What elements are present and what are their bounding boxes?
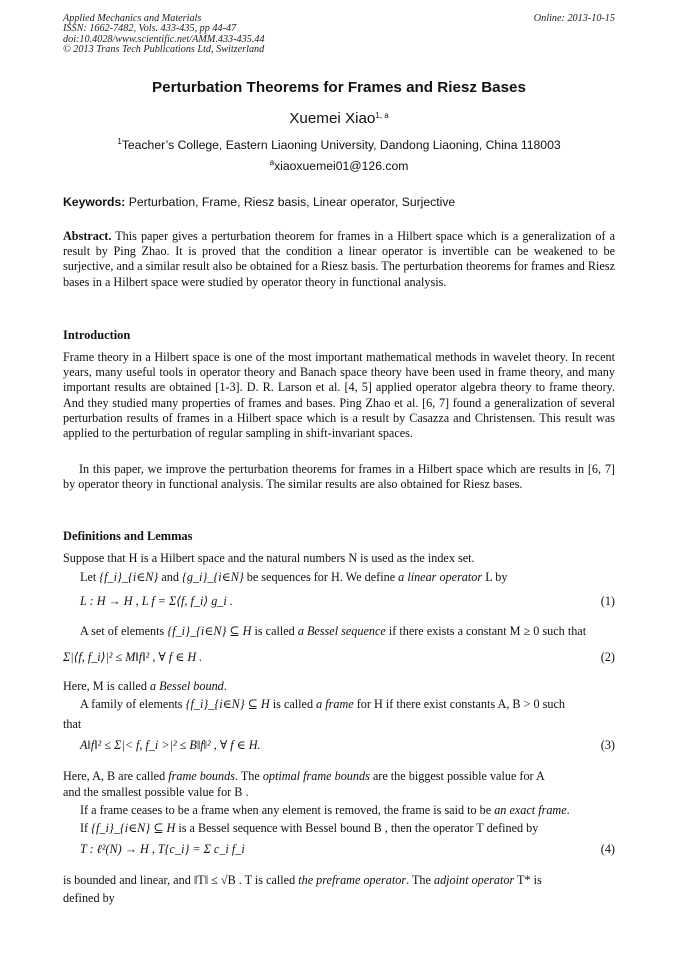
abstract: [63, 229, 615, 290]
subset-h: ⊆ H: [247, 697, 270, 711]
sequence-f: {f_i}_{i∈N}: [99, 570, 159, 584]
intro-paragraph-1: Frame theory in a Hilbert space is one of the most important mathematical methods in wavelet theory. In recent years, many useful tools in operator theory and Banach space theory have been used in frame theory, and many important results are obtained [1-3]. D. R. Larson et al. [4, 5] applied operator algebra theory to frame theory. And they studied many properties of frames and bases. Ping Zhao et al. [6, 7] found a generalization of several perturbation results of frames in a Hilbert space which is a result by Casazza and Christensen. This result was applied to the perturbation of regular sampling in shift-invariant spaces.: [63, 350, 615, 441]
definitions-line-4: [63, 679, 615, 694]
sequence-g: {g_i}_{i∈N}: [182, 570, 244, 584]
author-marks: 1, a: [375, 111, 389, 120]
email: [63, 159, 615, 173]
term-frame-bounds: frame bounds: [168, 769, 235, 783]
text-fragment: .: [566, 803, 570, 817]
text-fragment: Here, A, B are called: [63, 769, 169, 783]
sequence-f: {f_i}_{i∈N}: [185, 697, 245, 711]
keywords-text: Perturbation, Frame, Riesz basis, Linear operator, Surjective: [128, 195, 456, 209]
section-heading-introduction: Introduction: [63, 328, 131, 342]
text-fragment: be sequences for H. We define: [243, 570, 399, 584]
text-fragment: is called: [269, 697, 317, 711]
equation-1-body: L : H → H , L f = Σ⟨f, f_i⟩ g_i .: [80, 594, 233, 608]
sequence-f: {f_i}_{i∈N}: [167, 624, 227, 638]
text-fragment: are the biggest possible value for A: [369, 769, 545, 783]
affiliation-mark: 1: [117, 137, 122, 146]
equation-2-number: (2): [600, 650, 615, 664]
keywords: [63, 195, 615, 209]
definitions-line-10: defined by: [63, 891, 115, 905]
definitions-line-3: [80, 624, 615, 639]
text-fragment: A set of elements: [80, 624, 168, 638]
text-fragment: is bounded and linear, and ‖T‖ ≤ √B . T is called: [63, 873, 299, 887]
journal-name: Applied Mechanics and Materials: [63, 13, 202, 24]
email-mark: a: [269, 158, 275, 167]
equation-3-number: (3): [600, 738, 615, 752]
text-fragment: Let: [80, 570, 100, 584]
text-fragment: . The: [406, 873, 434, 887]
definitions-line-1: Suppose that H is a Hilbert space and the natural numbers N is used as the index set.: [63, 551, 475, 565]
text-fragment: A family of elements: [80, 697, 186, 711]
text-fragment: If: [80, 821, 92, 835]
term-bessel-sequence: a Bessel sequence: [297, 624, 386, 638]
affiliation-text: Teacher’s College, Eastern Liaoning University, Dandong Liaoning, China 118003: [121, 138, 561, 152]
subset-h: ⊆ H: [229, 624, 252, 638]
definitions-line-5b: that: [63, 717, 82, 731]
sequence-f: {f_i}_{i∈N}: [91, 821, 151, 835]
term-exact-frame: an exact frame: [494, 803, 567, 817]
text-fragment: for H if there exist constants A, B > 0 such: [353, 697, 565, 711]
text-fragment: T* is: [514, 873, 542, 887]
equation-3: [80, 738, 615, 753]
author-line: [63, 110, 615, 127]
author-name: Xuemei Xiao: [289, 110, 376, 127]
abstract-label: Abstract.: [63, 229, 112, 243]
text-fragment: is a Bessel sequence with Bessel bound B , then the operator T defined by: [175, 821, 539, 835]
definitions-line-9: [63, 873, 615, 888]
text-fragment: L by: [482, 570, 508, 584]
equation-4-body: T : ℓ²(N) → H , T{c_i} = Σ c_i f_i: [80, 842, 245, 856]
issn-line: ISSN: 1662-7482, Vols. 433-435, pp 44-47: [63, 23, 237, 35]
text-fragment: and: [158, 570, 182, 584]
definitions-line-6b: and the smallest possible value for B .: [63, 785, 249, 799]
text-fragment: if there exists a constant M ≥ 0 such that: [385, 624, 587, 638]
equation-4-number: (4): [600, 842, 615, 856]
term-adjoint-operator: adjoint operator: [433, 873, 515, 887]
intro-paragraph-2: In this paper, we improve the perturbation theorems for frames in a Hilbert space which are results in [6, 7] by operator theory in functional analysis. The similar results are also obtained for Riesz bases.: [63, 462, 615, 492]
affiliation: [63, 138, 615, 152]
text-fragment: .: [223, 679, 227, 693]
text-fragment: Here, M is called: [63, 679, 150, 693]
copyright-line: © 2013 Trans Tech Publications Ltd, Switzerland: [63, 44, 265, 56]
abstract-text: This paper gives a perturbation theorem for frames in a Hilbert space which is a generalization of a result by Ping Zhao. It is proved that the condition a linear operator is invertible can be weakened to be surjective, and a similar result also be obtained for a Riesz basis. The perturbation theorems for frames and Riesz bases in a Hilbert space were studied by operator theory in functional analysis.: [63, 229, 615, 289]
term-bessel-bound: a Bessel bound: [149, 679, 224, 693]
email-text: xiaoxuemei01@126.com: [274, 159, 409, 173]
paper-title: Perturbation Theorems for Frames and Riesz Bases: [152, 79, 526, 96]
text-fragment: . The: [234, 769, 263, 783]
text-fragment: If a frame ceases to be a frame when any element is removed, the frame is said to be: [80, 803, 495, 817]
subset-h: ⊆ H: [153, 821, 176, 835]
doi-line: doi:10.4028/www.scientific.net/AMM.433-435.44: [63, 33, 265, 45]
keywords-label: Keywords:: [63, 195, 126, 209]
section-heading-definitions: Definitions and Lemmas: [63, 529, 193, 543]
definitions-line-2: [80, 570, 615, 585]
text-fragment: is called: [251, 624, 298, 638]
term-frame: a frame: [316, 697, 354, 711]
definitions-line-7: [80, 803, 615, 818]
equation-3-body: A‖f‖² ≤ Σ|< f, f_i >|² ≤ B‖f‖² , ∀ f ∈ H.: [80, 738, 261, 752]
equation-2: [63, 650, 615, 665]
equation-1-number: (1): [600, 594, 615, 608]
journal-header: [63, 14, 615, 56]
term-linear-operator: a linear operator: [398, 570, 483, 584]
equation-4: [80, 842, 615, 857]
equation-1: [80, 594, 615, 609]
definitions-line-5: [80, 697, 615, 712]
equation-2-body: Σ|⟨f, f_i⟩|² ≤ M‖f‖² , ∀ f ∈ H .: [63, 650, 203, 664]
definitions-line-8: [80, 821, 615, 836]
term-optimal-frame-bounds: optimal frame bounds: [262, 769, 370, 783]
term-preframe-operator: the preframe operator: [298, 873, 407, 887]
online-date: Online: 2013-10-15: [533, 13, 615, 24]
definitions-line-6: [63, 769, 615, 784]
